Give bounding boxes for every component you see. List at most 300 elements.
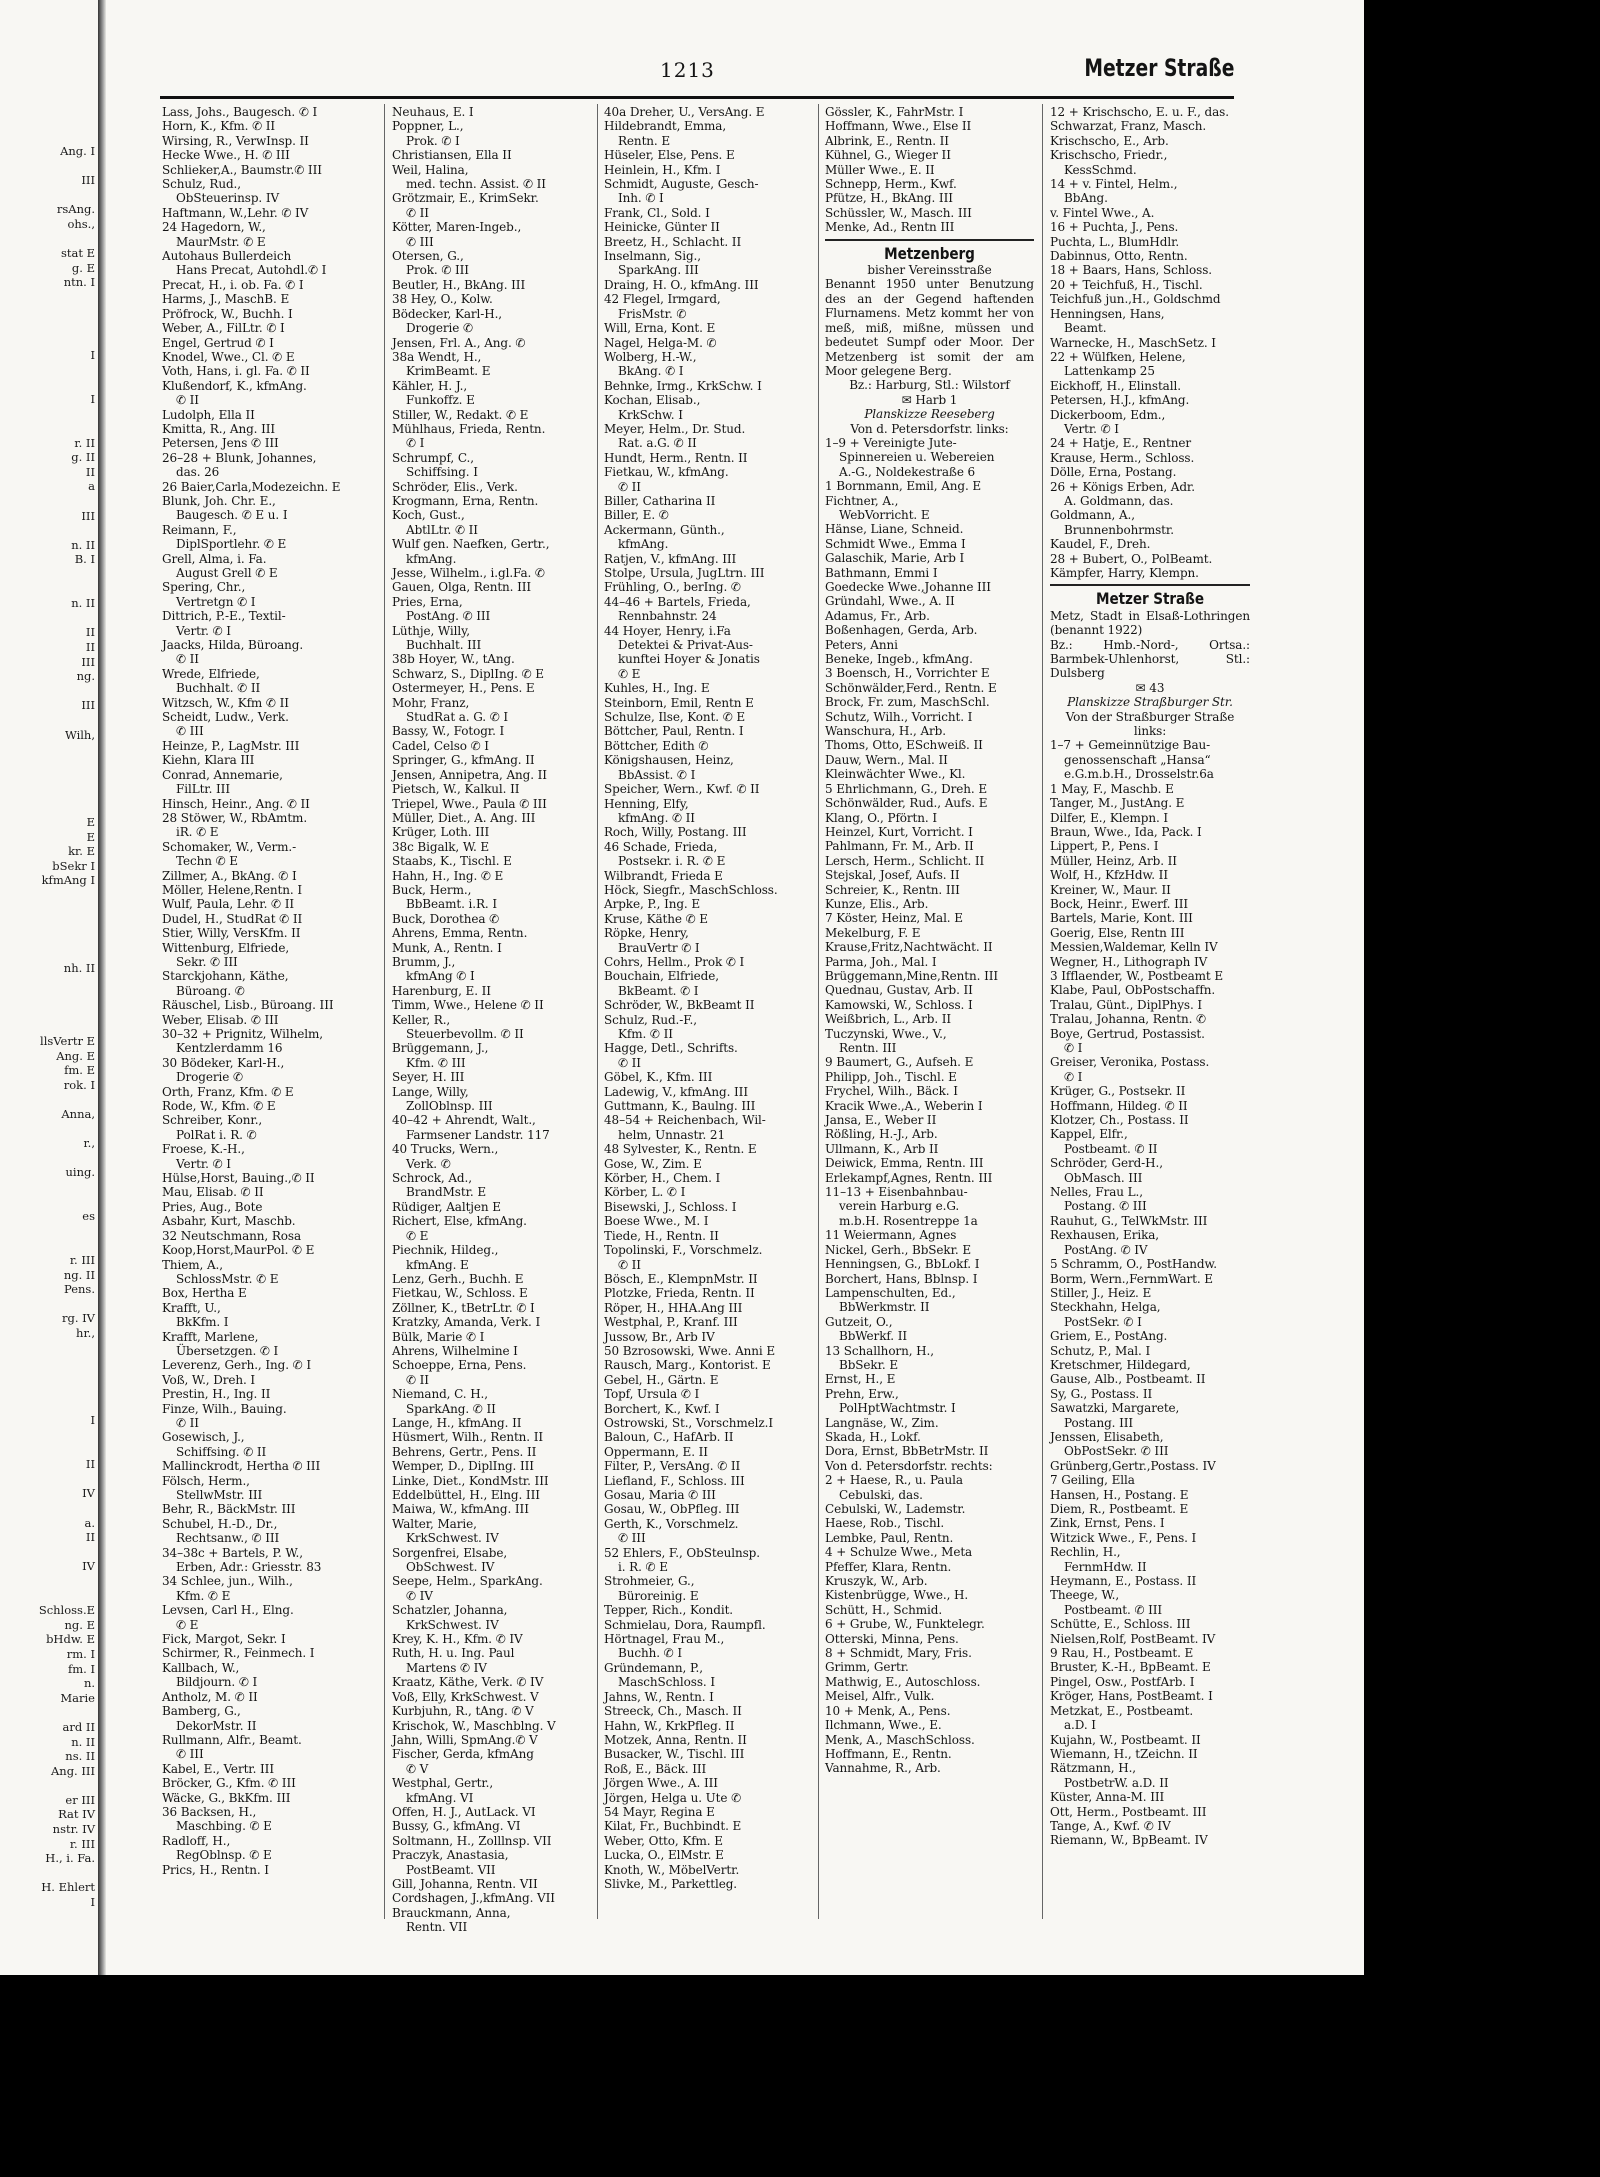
directory-entry: Rentn. VII [406,1920,468,1935]
directory-entry: Erlekampf,Agnes, Rentn. III [825,1170,993,1185]
fragment-line [0,319,95,334]
directory-entry: Hüseler, Else, Pens. E [604,148,735,163]
fragment-line [0,1501,95,1516]
directory-entry: Krüger, G., Postsekr. II [1050,1084,1186,1099]
directory-entry: Reimann, F., [162,522,237,537]
directory-entry: ZollOblnsp. III [406,1099,493,1114]
fragment-line: II [85,464,95,479]
directory-entry: Schmidt, Auguste, Gesch- [604,177,759,192]
directory-entry: Boye, Gertrud, Postassist. [1050,1026,1205,1041]
section-former-name: bisher Vereinsstraße [867,263,992,278]
directory-entry: Antholz, M. ✆ II [162,1689,258,1704]
directory-entry: 40 Trucks, Wern., [392,1142,499,1157]
directory-entry: Krischok, W., Maschblng. V [392,1718,556,1733]
directory-entry: 11–13 + Eisenbahnbau- [825,1185,968,1200]
directory-entry: Pfeffer, Klara, Rentn. [825,1559,952,1574]
directory-entry: 22 + Wülfken, Helene, [1050,349,1186,364]
directory-entry: Postsekr. i. R. ✆ E [618,854,726,869]
fragment-line: II [85,625,95,640]
directory-entry: Nagel, Helga-M. ✆ [604,335,717,350]
directory-entry: Jansa, E., Weber II [825,1113,937,1128]
fragment-line [0,158,95,173]
directory-entry: Kötter, Maren-Ingeb., [392,220,522,235]
directory-entry: Kratzky, Amanda, Verk. I [392,1315,541,1330]
directory-entry: 1–7 + Gemeinnützige Bau- [1050,738,1211,753]
directory-entry: Heinlein, H., Kfm. I [604,162,721,177]
directory-entry: Schwarz, S., DiplIng. ✆ E [392,666,544,681]
directory-entry: Steinborn, Emil, Rentn E [604,695,754,710]
directory-entry: ObSteuerinsp. IV [176,191,280,206]
directory-entry: Topolinski, F., Vorschmelz. [604,1243,763,1258]
directory-entry: Koop,Horst,MaurPol. ✆ E [162,1243,315,1258]
directory-entry: Draing, H. O., kfmAng. III [604,277,759,292]
directory-entry: Thoms, Otto, ESchweiß. II [825,738,983,753]
directory-entry: Springer, G., kfmAng. II [392,753,535,768]
directory-entry: Meisel, Alfr., Vulk. [825,1689,935,1704]
directory-entry: Seyer, H. III [392,1070,465,1085]
directory-entry: Schatzler, Johanna, [392,1603,508,1618]
directory-entry: Baloun, C., HafArb. II [604,1430,734,1445]
directory-entry: 26–28 + Blunk, Johannes, [162,450,317,465]
directory-entry: verein Harburg e.G. [839,1199,960,1214]
directory-entry: 38c Bigalk, W. E [392,839,490,854]
directory-entry: Witzick Wwe., F., Pens. I [1050,1530,1197,1545]
directory-entry: Weißbrich, L., Arb. II [825,1012,952,1027]
fragment-line: r. III [69,1836,95,1851]
directory-entry: Pahlmann, Fr. M., Arb. II [825,839,974,854]
directory-entry: Stiller, W., Redakt. ✆ E [392,407,529,422]
directory-entry: 50 Bzrosowski, Wwe. Anni E [604,1343,776,1358]
fragment-line [0,363,95,378]
directory-entry: KessSchmd. [1064,162,1137,177]
directory-entry: Tange, A., Kwf. ✆ IV [1050,1818,1171,1833]
column-rule [818,104,819,1919]
directory-entry: Schönwälder, Rud., Aufs. E [825,796,988,811]
directory-entry: Ilchmann, Wwe., E. [825,1718,942,1733]
directory-entry: Kochan, Elisab., [604,393,701,408]
directory-entry: 32 Neutschmann, Rosa [162,1228,302,1243]
directory-entry: BrandMstr. E [406,1185,486,1200]
directory-entry: Seepe, Helm., SparkAng. [392,1574,543,1589]
directory-entry: Gauen, Olga, Rentn. III [392,580,532,595]
directory-entry: Tiede, H., Rentn. II [604,1228,719,1243]
directory-entry: Böttcher, Paul, Rentn. I [604,724,744,739]
directory-entry: Ostermeyer, H., Pens. E [392,681,535,696]
directory-entry: Hoffmann, Hildeg. ✆ II [1050,1098,1188,1113]
directory-entry: Griem, E., PostAng. [1050,1329,1168,1344]
fragment-line: r. III [69,1252,95,1267]
directory-entry: Göbel, K., Kfm. III [604,1070,713,1085]
directory-entry: BkKfm. I [176,1315,229,1330]
directory-entry: Westphal, Gertr., [392,1776,494,1791]
directory-entry: Sawatzki, Margarete, [1050,1401,1180,1416]
directory-entry: Schönwälder,Ferd., Rentn. E [825,680,997,695]
fragment-line: kfmAng I [41,873,95,888]
directory-entry: Jörgen Wwe., A. III [604,1776,718,1791]
directory-entry: 1 May, F., Maschb. E [1050,781,1174,796]
directory-entry: m.b.H. Rosentreppe 1a [839,1213,978,1228]
directory-entry: Menk, A., MaschSchloss. [825,1732,975,1747]
directory-entry: Braun, Wwe., Ida, Pack. I [1050,824,1202,839]
directory-entry: Krischscho, Friedr., [1050,148,1168,163]
directory-entry: Staabs, K., Tischl. E [392,854,512,869]
directory-entry: Westphal, P., Kranf. III [604,1315,738,1330]
directory-entry: ✆ IV [406,1588,433,1603]
directory-entry: 12 + Krischscho, E. u. F., das. [1050,105,1229,119]
directory-entry: Dudel, H., StudRat ✆ II [162,911,303,926]
directory-entry: Ernst, H., E [825,1372,896,1387]
directory-entry: DekorMstr. II [176,1718,257,1733]
directory-entry: Kuhles, H., Ing. E [604,681,710,696]
directory-entry: Bösch, E., KlempnMstr. II [604,1271,758,1286]
directory-entry: PolHptWachtmstr. I [839,1401,956,1416]
fragment-line: I [90,1413,95,1428]
fragment-line [0,290,95,305]
directory-entry: Kruse, Käthe ✆ E [604,911,708,926]
directory-entry: KrkSchw. I [618,407,683,422]
directory-entry: Borchert, K., Kwf. I [604,1401,720,1416]
directory-entry: Deiwick, Emma, Rentn. III [825,1156,984,1171]
directory-entry: Rauhut, G., TelWkMstr. III [1050,1213,1208,1228]
directory-entry: Streeck, Ch., Masch. II [604,1704,742,1719]
directory-entry: Vertr. ✆ I [176,623,231,638]
directory-entry: 40a Dreher, U., VersAng. E [604,105,765,119]
fragment-line: Rat IV [58,1807,95,1822]
directory-entry: Bouchain, Elfriede, [604,969,719,984]
directory-entry: Schröder, Elis., Verk. [392,479,518,494]
directory-entry: Galaschik, Marie, Arb I [825,551,965,566]
directory-entry: Martens ✆ IV [406,1660,487,1675]
directory-entry: Ratjen, V., kfmAng. III [604,551,737,566]
directory-entry: Dölle, Erna, Postang. [1050,465,1177,480]
directory-entry: Sy, G., Postass. II [1050,1386,1153,1401]
directory-entry: Goldmann, A., [1050,508,1135,523]
fragment-line: fm. E [64,1063,95,1078]
directory-entry: Jesse, Wilhelm., i.gl.Fa. ✆ [392,566,545,580]
directory-entry: das. 26 [176,465,220,480]
directory-entry: Slivke, M., Parkettleg. [604,1876,737,1891]
directory-entry: Gosewisch, J., [162,1430,245,1445]
fragment-line: kr. E [68,844,95,859]
fragment-line: llsVertr E [40,1034,95,1048]
directory-entry: FrisMstr. ✆ [618,306,687,321]
fragment-line: III [81,698,95,713]
fragment-line: Pens. [64,1282,95,1297]
directory-entry: Motzek, Anna, Rentn. II [604,1732,747,1747]
directory-entry: Boßenhagen, Gerda, Arb. [825,623,978,638]
directory-entry: Bröcker, G., Kfm. ✆ III [162,1776,296,1791]
directory-entry: Timm, Wwe., Helene ✆ II [392,998,544,1013]
directory-entry: ✆ II [618,1257,641,1272]
directory-entry: Will, Erna, Kont. E [604,321,716,336]
directory-entry: Postbeamt. ✆ II [1064,1141,1158,1156]
directory-entry: Brüggemann,Mine,Rentn. III [825,968,998,983]
directory-entry: Kunze, Elis., Arb. [825,896,929,911]
directory-entry: 2 + Haese, R., u. Paula [825,1473,963,1488]
fragment-line: ng. [76,669,95,684]
directory-entry: ✆ V [406,1761,429,1776]
fragment-line [0,567,95,582]
header-rule [160,96,1234,99]
directory-entry: Hoffmann, Wwe., Else II [825,119,972,134]
fragment-line [0,1224,95,1239]
directory-entry: Filter, P., VersAng. ✆ II [604,1459,741,1474]
directory-entry: Krey, K. H., Kfm. ✆ IV [392,1632,523,1647]
fragment-line: a. [84,1515,95,1530]
fragment-line [0,1370,95,1385]
directory-entry: Krischscho, E., Arb. [1050,133,1169,148]
fragment-line: B. I [74,552,95,567]
directory-entry: Roß, E., Bäck. III [604,1761,707,1776]
directory-entry: PolRat i. R. ✆ [176,1127,257,1142]
directory-entry: Büroreinig. E [618,1588,699,1603]
directory-entry: Schmielau, Dora, Raumpfl. [604,1617,766,1632]
directory-entry: Kujahn, W., Postbeamt. II [1050,1732,1201,1747]
directory-entry: Schutz, P., Mal. I [1050,1343,1151,1358]
directory-entry: Messien,Waldemar, Kelln IV [1050,940,1218,955]
directory-entry: Techn ✆ E [176,854,238,869]
directory-entry: 7 Geiling, Ella [1050,1473,1135,1488]
directory-entry: 10 + Menk, A., Pens. [825,1703,951,1718]
directory-entry: Rechlin, H., [1050,1545,1121,1560]
directory-entry: Grünberg,Gertr.,Postass. IV [1050,1458,1216,1473]
directory-entry: ✆ III [406,234,434,249]
directory-entry: Böttcher, Edith ✆ [604,738,709,753]
directory-entry: Fölsch, Herm., [162,1473,250,1488]
directory-entry: Hansen, H., Postang. E [1050,1487,1189,1502]
directory-entry: Puchta, L., BlumHdlr. [1050,234,1180,249]
column-1 [162,105,368,1920]
directory-entry: Hecke Wwe., H. ✆ III [162,148,290,163]
page-gutter [98,0,106,1975]
directory-entry: PostbetrW. a.D. II [1064,1775,1169,1790]
fragment-line: Anna, [61,1106,95,1121]
fragment-line: rsAng. [56,202,95,217]
directory-entry: Cadel, Celso ✆ I [392,738,489,753]
directory-entry: Vertretgn ✆ I [176,594,256,609]
directory-entry: Frychel, Wilh., Bäck. I [825,1084,958,1099]
directory-entry: Gose, W., Zim. E [604,1156,702,1171]
fragment-line: III [81,172,95,187]
directory-entry: Cohrs, Hellm., Prok ✆ I [604,954,745,969]
directory-entry: Nielsen,Rolf, PostBeamt. IV [1050,1631,1216,1646]
directory-entry: Levsen, Carl H., Elng. [162,1603,294,1618]
fragment-line: II [85,639,95,654]
directory-entry: Röpke, Henry, [604,926,689,941]
directory-entry: Spinnereien u. Webereien [839,450,995,465]
directory-entry: Schüssler, W., Masch. III [825,205,972,220]
directory-entry: Gosau, Maria ✆ III [604,1488,716,1502]
directory-entry: Pfütze, H., BkAng. III [825,191,953,206]
directory-entry: Oppermann, E. II [604,1444,708,1459]
directory-entry: Heinze, P., LagMstr. III [162,738,300,753]
fragment-line [0,976,95,991]
directory-entry: Wulf gen. Naefken, Gertr., [392,537,550,552]
page-number: 1213 [660,58,715,82]
directory-entry: Schrock, Ad., [392,1171,472,1186]
directory-entry: Guttmann, K., Baulng. III [604,1099,756,1114]
directory-entry: BbWerkmstr. II [839,1300,930,1315]
directory-entry: Sorgenfrei, Elsabe, [392,1545,508,1560]
fragment-line: IV [82,1559,95,1574]
directory-entry: MaurMstr. ✆ E [176,234,266,249]
directory-entry: Cebulski, das. [839,1487,923,1502]
fragment-line: III [81,654,95,669]
directory-entry: Buchhalt. ✆ II [176,681,261,696]
directory-entry: 38a Wendt, H., [392,349,482,364]
fragment-line [0,1297,95,1312]
directory-entry: Lampenschulten, Ed., [825,1285,956,1300]
directory-entry: Cordshagen, J.,kfmAng. VII [392,1891,555,1906]
directory-entry: Buck, Herm., [392,882,472,897]
directory-entry: Schwarzat, Franz, Masch. [1050,119,1207,134]
directory-entry: Hildebrandt, Emma, [604,119,727,134]
directory-entry: Büroang. ✆ [176,983,245,998]
fragment-line [0,100,95,115]
directory-entry: Übersetzgen. ✆ I [176,1343,279,1358]
directory-entry: Roch, Willy, Postang. III [604,825,747,840]
directory-entry: Lange, H., kfmAng. II [392,1415,522,1430]
fragment-line: nstr. IV [52,1822,95,1837]
directory-entry: Farmsener Landstr. 117 [406,1127,550,1142]
fragment-line [0,990,95,1005]
directory-entry: kunftei Hoyer & Jonatis [618,652,760,667]
fragment-line: I [90,1895,95,1910]
directory-entry: Postang. ✆ III [1064,1199,1147,1214]
directory-entry: Langnäse, W., Zim. [825,1415,939,1430]
directory-entry: Rüdiger, Aaltjen E [392,1199,501,1214]
directory-entry: Eddelbüttel, H., Elng. III [392,1488,540,1502]
fragment-line: ard II [62,1719,95,1734]
directory-entry: Liefland, F., Schloss. III [604,1473,745,1488]
directory-entry: Fischer, Gerda, kfmAng [392,1747,534,1762]
fragment-line [0,903,95,918]
directory-entry: Witzsch, W., Kfm ✆ II [162,695,289,710]
column-3 [604,105,812,1920]
directory-entry: Buck, Dorothea ✆ [392,911,500,926]
section-district: Bz.: Hmb.-Nord-, Ortsa.: Barmbek-Uhlenhorst, Stl.: Dulsberg [1050,637,1250,681]
directory-entry: BbWerkf. II [839,1329,907,1344]
directory-entry: Grimm, Gertr. [825,1660,909,1675]
directory-entry: ✆ I [1064,1069,1083,1084]
directory-entry: Krafft, U., [162,1300,221,1315]
directory-entry: Triepel, Wwe., Paula ✆ III [392,796,547,811]
directory-entry: 1 Bornmann, Emil, Ang. E [825,479,982,494]
directory-entry: Frühling, O., berIng. ✆ [604,580,741,595]
directory-entry: Behnke, Irmg., KrkSchw. I [604,378,762,393]
directory-entry: Otersen, G., [392,249,464,264]
fragment-line: IV [82,1486,95,1501]
directory-entry: 26 Baier,Carla,Modezeichn. E [162,479,341,494]
directory-entry: Horn, K., Kfm. ✆ II [162,119,276,134]
directory-entry: Keller, R., [392,1012,451,1027]
directory-entry: Jensen, Annipetra, Ang. II [392,767,547,782]
fragment-line: II [85,1457,95,1472]
running-head-street: Metzer Straße [1083,54,1234,82]
directory-entry: Maiwa, W., kfmAng. III [392,1502,529,1517]
directory-entry: Kmitta, R., Ang. III [162,421,276,436]
directory-entry: Dilfer, E., Klempn. I [1050,810,1169,825]
directory-entry: ✆ II [618,1055,641,1070]
directory-entry: Müller Wwe., E. II [825,162,935,177]
directory-entry: Weber, Otto, Kfm. E [604,1833,723,1848]
section-description: Benannt 1950 unter Benutzung des an der Gegend haftenden Flurnamens. Metz kommt her von meß, miß, mißne, müssen und bedeutet Sumpf oder Moor. Der Metzenberg ist somit der am Moor gelegene Berg. [825,277,1034,378]
fragment-line: H., i. Fa. [45,1851,95,1866]
directory-entry: Rexhausen, Erika, [1050,1228,1160,1243]
directory-entry: Henning, Elfy, [604,796,689,811]
directory-entry: Ladewig, V., kfmAng. III [604,1084,748,1099]
directory-entry: Prics, H., Rentn. I [162,1862,269,1877]
directory-entry: 34 Schlee, jun., Wilh., [162,1574,293,1589]
fragment-line: E [86,815,95,830]
directory-entry: Lucka, O., ElMstr. E [604,1848,724,1863]
directory-entry: BbAng. [1064,191,1108,206]
directory-entry: Krause,Fritz,Nachtwächt. II [825,940,993,955]
directory-entry: Müller, Diet., A. Ang. III [392,810,536,825]
directory-entry: Kilat, Fr., Buchbindt. E [604,1819,742,1834]
directory-entry: Tralau, Johanna, Rentn. ✆ [1050,1012,1207,1027]
directory-entry: Klabe, Paul, ObPostschaffn. [1050,983,1216,998]
directory-entry: Verk. ✆ [406,1156,451,1171]
directory-entry: ✆ II [618,479,641,494]
directory-entry: Bartels, Marie, Kont. III [1050,911,1193,926]
fragment-line [0,1545,95,1560]
directory-entry: Offen, H. J., AutLack. VI [392,1804,536,1819]
fragment-line [0,421,95,436]
fragment-line [0,231,95,246]
directory-entry: Walter, Marie, [392,1516,477,1531]
directory-entry: Hahn, H., Ing. ✆ E [392,868,504,883]
fragment-line: r. II [74,435,95,450]
directory-entry: Ahrens, Emma, Rentn. [392,926,528,941]
section-postal: ✉ 43 [1135,680,1165,695]
directory-entry: Kentzlerdamm 16 [176,1041,283,1056]
directory-entry: Bülk, Marie ✆ I [392,1329,485,1344]
directory-entry: Fick, Margot, Sekr. I [162,1632,286,1647]
directory-entry: Vannahme, R., Arb. [825,1761,941,1776]
directory-entry: Henningsen, G., BbLokf. I [825,1257,980,1272]
directory-entry: Nelles, Frau L., [1050,1185,1143,1200]
directory-entry: Wemper, D., DiplIng. III [392,1459,534,1474]
directory-entry: BrauVertr ✆ I [618,940,700,955]
directory-entry: Mathwig, E., Autoschloss. [825,1674,981,1689]
directory-entry: Bildjourn. ✆ I [176,1675,258,1690]
directory-entry: Haese, Rob., Tischl. [825,1516,945,1531]
directory-entry: ✆ I [406,436,425,451]
directory-entry: 38 Hey, O., Kolw. [392,292,493,307]
directory-entry: 44–46 + Bartels, Frieda, [604,594,751,609]
directory-entry: StellwMstr. III [176,1488,263,1502]
directory-entry: Höck, Siegfr., MaschSchloss. [604,882,778,897]
fragment-line [0,742,95,757]
directory-entry: Jaacks, Hilda, Büroang. [162,638,304,653]
directory-entry: ObMasch. III [1064,1170,1143,1185]
directory-entry: Jahns, W., Rentn. I [604,1689,714,1704]
directory-entry: 8 + Schmidt, Mary, Fris. [825,1646,972,1661]
directory-entry: Schiffsing. ✆ II [176,1444,267,1459]
directory-entry: KrkSchwest. IV [406,1531,499,1546]
directory-entry: 28 Stöwer, W., RbAmtm. [162,810,308,825]
directory-entry: Kaudel, F., Dreh. [1050,537,1151,552]
directory-entry: 48–54 + Reichenbach, Wil- [604,1113,766,1128]
section-divider [1050,584,1250,586]
fragment-line [0,1195,95,1210]
directory-entry: Schoeppe, Erna, Pens. [392,1358,527,1373]
directory-entry: Schirmer, R., Feinmech. I [162,1646,315,1661]
directory-entry: Soltmann, H., Zolllnsp. VII [392,1833,552,1848]
directory-entry: Küster, Anna-M. III [1050,1790,1165,1805]
directory-entry: Wrede, Elfriede, [162,666,260,681]
